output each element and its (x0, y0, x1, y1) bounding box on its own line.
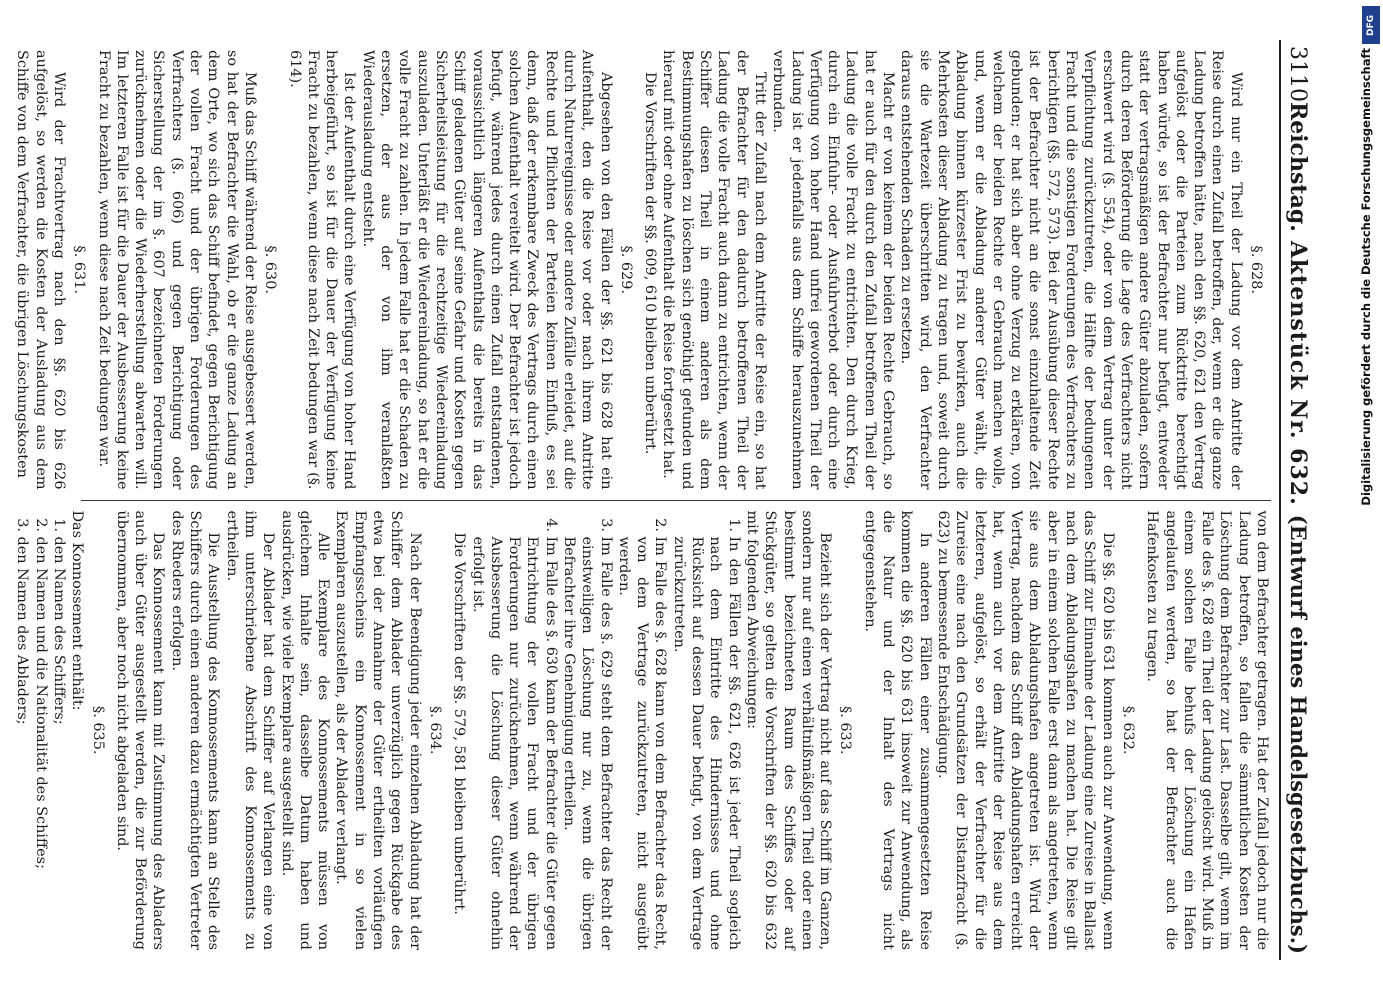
paragraph: Alle Exemplare des Konnossements müssen von gleichem Inhalte sein, dasselbe Datum haben und ausdrücken, wie viele Exemplare ausgestellt sind. (278, 510, 332, 950)
paragraph: von dem Befrachter getragen. Hat der Zufall jedoch nur die Ladung betroffen, so fallen die sämmtlichen Kosten der Löschung dem Befrachter zur Last. Dasselbe gilt, wenn im Falle des §. 628 ein Theil der Ladung gelöscht wird. Muß in einem solchen Falle behufs der Löschung ein Hafen angelaufen werden, so hat der Befrachter auch die Hafenkosten zu tragen. (1144, 510, 1270, 950)
section-heading: §. 632. (1119, 706, 1136, 755)
section-heading: §. 628. (1248, 245, 1264, 294)
list-item: 4. Im Falle des §. 630 kann der Befrachter die Güter gegen Entrichtung der vollen Fracht und der übrigen Forderungen nur zurücknehmen, wenn während der Ausbesserung die Löschung dieser Güter ohnehin erfolgt ist. (468, 537, 559, 951)
dfg-logo-icon: DFG (1362, 6, 1380, 44)
page-number: 3110 (1285, 46, 1310, 102)
paragraph: Der Ablader hat dem Schiffer auf Verlangen eine von ihm unterschriebene Abschrift des Konnossements zu ertheilen. (223, 510, 277, 950)
paragraph: Tritt der Zufall nach dem Antritte der Reise ein, so hat der Befrachter für den dadurch betroffenen Theil der Ladung die volle Fracht auch dann zu entrichten, wenn der Schiffer diesen Theil in einem anderen als dem Bestimmungshafen zu löschen sich genöthigt gefunden und hierauf mit oder ohne Aufenthalt die Reise fortgesetzt hat. (660, 50, 768, 490)
paragraph: Bezieht sich der Vertrag nicht auf das Schiff im Ganzen, sondern nur auf einen verhältnißmäßigen Theil oder einen bestimmt bezeichneten Raum des Schiffes oder auf Stückgüter, so gelten die Vorschriften der §§. 620 bis 632 mit folgenden Abweichungen: (743, 510, 834, 950)
section-heading: §. 631. (71, 245, 88, 294)
text-columns (14, 40, 1271, 960)
paragraph: Die Ausstellung des Konnossements kann an Stelle des Schiffers durch einen anderen dazu ermächtigten Vertreter des Rheders erfolgen. (168, 510, 222, 950)
parliament-label: Reichstag. (1285, 102, 1311, 232)
paragraph: Wird der Frachtvertrag nach den §§. 620 bis 626 aufgelöst, so werden die Kosten der Ausladung aus dem Schiffe von dem Verfrachter, die übrigen Löschungskosten (14, 50, 67, 490)
list-item: 2. Im Falle des §. 628 kann von dem Befrachter das Recht, von dem Vertrage zurückzutreten, nicht ausgeübt werden. (615, 537, 670, 951)
paragraph: Die Vorschriften der §§. 609, 610 bleiben unberührt. (642, 72, 659, 455)
section-heading: §. 630. (262, 245, 279, 294)
list-item: 2. den Namen und die Nationalität des Schiffes; (31, 537, 49, 951)
left-column (14, 40, 1271, 500)
paragraph: Nach der Beendigung jeder einzelnen Abladung hat der Schiffer dem Ablader unverzüglich gegen Rückgabe des etwa bei der Annahme der Güter ertheilten vorläufigen Empfangsscheins ein Konnossement in so vielen Exemplaren auszustellen, als der Ablader verlangt. (333, 510, 423, 950)
section-heading: §. 635. (89, 706, 106, 755)
paragraph: Wird nur ein Theil der Ladung vor dem Antritte der Reise durch einen Zufall betroffen, der, wenn er die ganze Ladung betroffen hätte, nach den §§. 620, 621 den Vertrag aufgelöst oder die Parteien zum Rücktritte berechtigt haben würde, so ist der Befrachter nur befugt, entweder statt der vertragsmäßigen andere Güter abzuladen, sofern durch deren Beförderung die Lage des Verfrachters nicht erschwert wird (§. 554), oder von dem Vertrag unter der Verpflichtung zurückzutreten, die Hälfte der bedungenen Fracht und die sonstigen Forderungen des Verfrachters zu berichtigen (§§. 572, 573). Bei der Ausübung dieser Rechte ist der Befrachter nicht an die sonst einzuhaltende Zeit gebunden; er hat sich aber ohne Verzug zu erklären, von welchem der beiden Rechte er Gebrauch machen wolle, und, wenn er die Abladung anderer Güter wählt, die Abladung binnen kürzester Frist zu bewirken, auch die Mehrkosten dieser Abladung zu tragen und, soweit durch sie die Wartezeit überschritten wird, den Verfrachter daraus entstehenden Schaden zu ersetzen. (898, 50, 1244, 490)
page-header (1279, 40, 1311, 960)
paragraph: In anderen Fällen einer zusammengesetzten Reise kommen die §§. 620 bis 631 insoweit zur Anwendung, als die Natur und der Inhalt des Vertrags nicht entgegenstehen. (861, 510, 933, 950)
paragraph: Das Konnossement kann mit Zustimmung des Abladers auch über Güter ausgestellt werden, die zur Beförderung übernommen, aber noch nicht abgeladen sind. (113, 510, 167, 950)
paragraph: Die §§. 620 bis 631 kommen auch zur Anwendung, wenn das Schiff zur Einnahme der Ladung eine Zureise in Ballast nach dem Abladungshafen zu machen hat. Die Reise gilt aber in einem solchen Falle erst dann als angetreten, wenn sie aus dem Abladungshafen angetreten ist. Wird der Vertrag, nachdem das Schiff den Abladungshafen erreicht hat, wenn auch vor dem Antritte der Reise aus dem letzteren, aufgelöst, so erhält der Verfrachter für die Zureise eine nach den Grundsätzen der Distanzfracht (§. 623) zu bemessende Entschädigung. (934, 510, 1116, 950)
document-number: Aktenstück Nr. 632. (1285, 240, 1311, 506)
list-item: 3. Im Falle des §. 629 steht dem Befrachter das Recht der einstweiligen Löschung nur zu, wenn die übrigen Befrachter ihre Genehmigung ertheilen. (560, 537, 615, 951)
numbered-list (13, 511, 68, 951)
right-column (14, 501, 1271, 961)
paragraph: Abgesehen von den Fällen der §§. 621 bis 628 hat ein Aufenthalt, den die Reise vor oder nach ihrem Antritte durch Naturereignisse oder andere Zufälle erleidet, auf die Rechte und Pflichten der Parteien keinen Einfluß, es sei denn, daß der erkennbare Zweck des Vertrags durch einen solchen Aufenthalt vereitelt wird. Der Befrachter ist jedoch befugt, während jedes durch einen Zufall entstandenen, voraussichtlich längeren Aufenthalts die bereits in das Schiff geladenen Güter auf seine Gefahr und Kosten gegen Sicherheitsleistung für die rechtzeitige Wiedereinladung auszuladen. Unterläßt er die Wiedereinladung, so hat er die volle Fracht zu zahlen. In jedem Falle hat er die Schaden zu ersetzen, der aus der von ihm veranlaßten Wiederausladung entsteht. (359, 50, 614, 490)
list-item: 3. den Namen des Abladers; (13, 537, 31, 951)
section-heading: §. 634. (426, 706, 443, 755)
section-heading: §. 629. (617, 245, 634, 294)
section-heading: §. 633. (837, 706, 854, 755)
paragraph: Das Konnossement enthält: (69, 510, 86, 711)
draft-title: (Entwurf eines Handelsgesetzbuchs.) (1286, 514, 1311, 954)
list-item: 1. In den Fällen der §§. 621, 626 ist jeder Theil sogleich nach dem Eintritte des Hindernisses und ohne Rücksicht auf dessen Dauer befugt, von dem Vertrage zurückzutreten. (670, 537, 743, 951)
paragraph: Die Vorschriften der §§. 579, 581 bleiben unberührt. (451, 532, 468, 915)
digitization-note (1359, 8, 1379, 998)
paragraph: Ist der Aufenthalt durch eine Verfügung von hoher Hand herbeigeführt, so ist für die Dauer der Verfügung keine Fracht zu bezahlen, wenn diese nach Zeit bedungen war (§. 614). (286, 50, 358, 490)
paragraph: Muß das Schiff während der Reise ausgebessert werden, so hat der Befrachter die Wahl, ob er die ganze Ladung an dem Orte, wo sich das Schiff befindet, gegen Berichtigung der vollen Fracht und der übrigen Forderungen des Verfrachters (§. 606) und gegen Berichtigung oder Sicherstellung der im §. 607 bezeichneten Forderungen zurücknehmen oder die Wiederherstellung abwarten will. Im letzteren Falle ist für die Dauer der Ausbesserung keine Fracht zu bezahlen, wenn diese nach Zeit bedungen war. (95, 50, 258, 490)
list-item: 1. den Namen des Schiffers; (50, 537, 68, 951)
paragraph: Macht er von keinem der beiden Rechte Gebrauch, so hat er auch für den durch den Zufall betroffenen Theil der Ladung die volle Fracht zu entrichten. Den durch Krieg, durch ein Einfuhr- oder Ausfuhrverbot oder durch eine Verfügung von hoher Hand unfrei gewordenen Theil der Ladung ist er jedenfalls aus dem Schiffe herauszunehmen verbunden. (770, 50, 897, 490)
numbered-list (468, 511, 742, 951)
digitization-note-text: Digitalisierung gefördert durch die Deutsche Forschungsgemeinschaft (1359, 48, 1373, 506)
